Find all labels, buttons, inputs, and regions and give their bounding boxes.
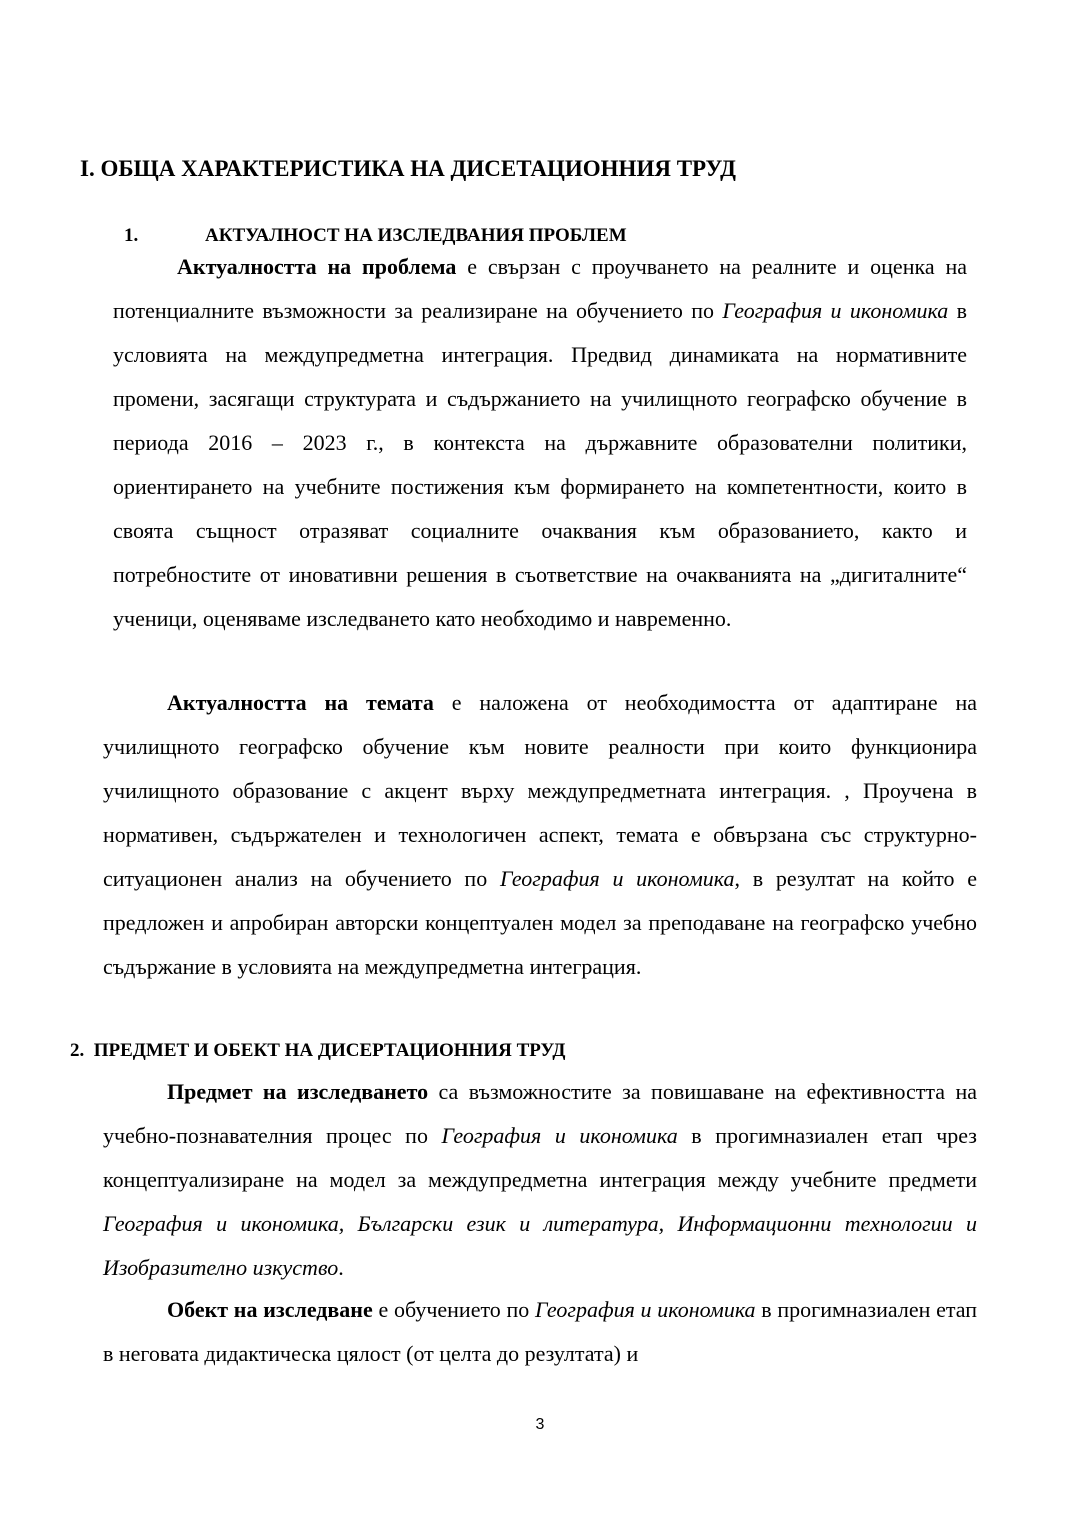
para-text: . — [338, 1255, 344, 1280]
para-text: е наложена от необходимостта от адаптиране на училищното географско обучение към новите реалности при които функционира училищното образование с акцент върху междупредметната интеграция. , Проучена в нормативен, съдържателен и технологичен аспект, темата е обвързана със структурно-ситуационен анализ на обучението по — [103, 690, 977, 891]
para-bold-lead: Актуалността на темата — [167, 690, 434, 715]
section2-paragraph-1 — [103, 1070, 977, 1290]
para-italic: География и икономика — [535, 1297, 756, 1322]
para-italic: География и икономика — [441, 1123, 678, 1148]
section2-heading: 2. ПРЕДМЕТ И ОБЕКТ НА ДИСЕРТАЦИОННИЯ ТРУД — [70, 1040, 566, 1061]
para-text: са възможностите за повишаване на ефективността на учебно-познавателния процес по — [103, 1079, 977, 1148]
para-bold-lead: Актуалността на проблема — [177, 254, 457, 279]
section1-paragraph-2 — [103, 681, 977, 989]
para-text: е свързан с проучването на реалните и оценка на потенциалните възможности за реализиране на обучението по — [113, 254, 967, 323]
para-italic: География и икономика — [722, 298, 949, 323]
page-number: 3 — [535, 1416, 545, 1433]
main-title: I. ОБЩА ХАРАКТЕРИСТИКА НА ДИСЕТАЦИОННИЯ ТРУД — [80, 156, 736, 181]
para-bold-lead: Предмет на изследването — [167, 1079, 429, 1104]
para-text: , в резултат на който е предложен и апробиран авторски концептуален модел за преподаване на географско учебно съдържание в условията на междупредметна интеграция. — [103, 866, 978, 979]
para-text: в прогимназиален етап в неговата дидактическа цялост (от целта до резултата) и — [103, 1297, 977, 1366]
section1-number: 1. — [124, 225, 139, 246]
para-text: в прогимназиален етап чрез концептуализиране на модел за междупредметна интеграция между учебните предмети — [103, 1123, 977, 1192]
section2-paragraph-2 — [103, 1288, 977, 1376]
para-bold-lead: Обект на изследване — [167, 1297, 373, 1322]
para-italic: География и икономика, Български език и литература, Информационни технологии и Изобразително изкуство — [103, 1211, 977, 1280]
para-text: е обучението по — [372, 1297, 536, 1322]
para-italic: География и икономика — [499, 866, 735, 891]
para-text: в условията на междупредметна интеграция. Предвид динамиката на нормативните промени, засягащи структурата и съдържанието на училищното географско обучение в периода 2016 – 2023 г., в контекста на държавните образователни политики, ориентирането на учебните постижения към формирането на компетентности, които в своята същност отразяват социалните очаквания към образованието, както и потребностите от иновативни решения в съответствие на очакванията на „дигиталните“ ученици, оценяваме изследването като необходимо и навременно. — [113, 298, 967, 631]
section1-heading: АКТУАЛНОСТ НА ИЗСЛЕДВАНИЯ ПРОБЛЕМ — [205, 225, 627, 246]
section1-paragraph-1 — [113, 245, 967, 641]
